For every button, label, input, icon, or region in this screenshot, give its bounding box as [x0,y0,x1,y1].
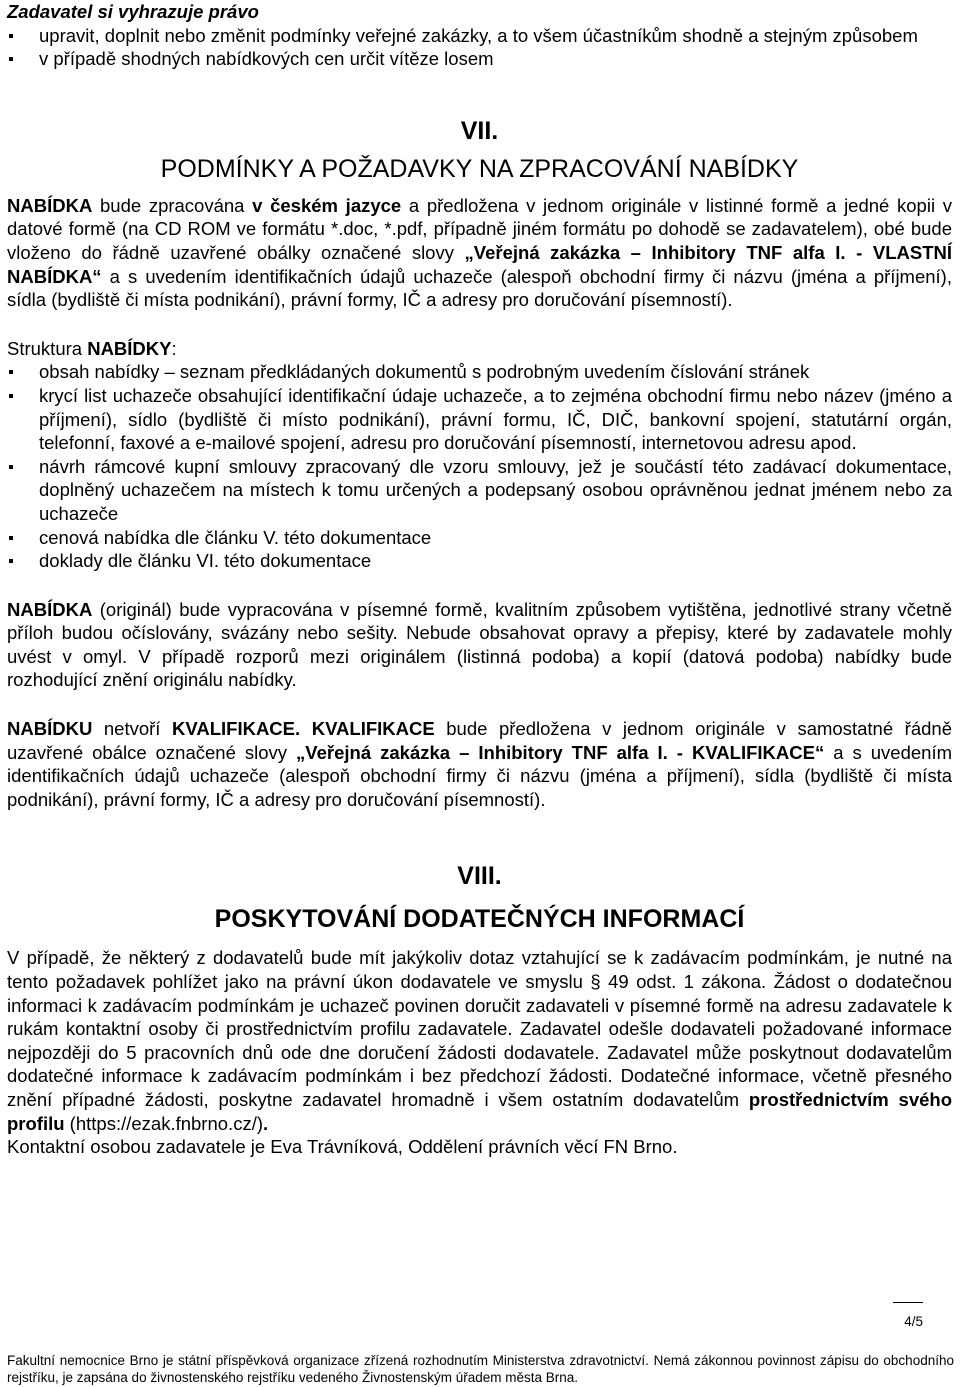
section-title: POSKYTOVÁNÍ DODATEČNÝCH INFORMACÍ [214,905,745,934]
section-8-heading [7,861,952,934]
list-item: krycí list uchazeče obsahující identifikační údaje uchazeče, a to zejména obchodní firmu nebo název (jméno a příjmení), sídlo (bydliště či místo podnikání), právní formu, IČ, DIČ, bankovní spojení, statutární orgán, telefonní, faxové a e-mailové spojení, adresu pro doručování písemností, internetovou adresu apod. [7,384,952,455]
additional-info-paragraph [7,946,952,1135]
bold-text-run: v českém jazyce [252,194,402,216]
qualification-paragraph [7,717,952,811]
offer-intro-paragraph [7,194,952,312]
structure-list [7,360,952,572]
bold-text-run: NABÍDKU [7,718,93,740]
text-run: (originál) bude vypracována v písemné formě, kvalitním způsobem vytištěna, jednotlivé strany včetně příloh budou očíslovány, svázány nebo sešity. Nebude obsahovat opravy a přepisy, které by zadavatele mohly uvést v omyl. V případě rozporů mezi originálem (listinná podoba) a kopií (datová podoba) nabídky bude rozhodující znění originálu nabídky. [7,598,952,691]
bold-text-run: prostřednictvím svého profilu [7,1089,952,1134]
structure-label-text: Struktura [7,337,88,359]
text-run: V případě, že některý z dodavatelů bude mít jakýkoliv dotaz vztahující se k zadávacím podmínkám, je nutné na tento požadavek pohlížet jako na právní úkon dodavatele ve smyslu § 49 odst. 1 zákona. Žádost o dodatečnou informaci k zadávacím podmínkám je uchazeč povinen doručit zadavateli v písemné formě na adresu zadavatele k rukám kontaktní osoby či prostřednictvím profilu zadavatele. Zadavatel odešle dodavateli požadované informace nejpozději do 5 pracovních dnů ode dne doručení žádosti dodavatele. Zadavatel může poskytnout dodavatelům dodatečné informace k zadávacím podmínkám i bez předchozí žádosti. Dodatečné informace, včetně přesného znění případné žádosti, poskytne zadavatel hromadně i všem ostatním dodavatelům [7,947,952,1110]
structure-label-colon: : [171,337,177,359]
bold-text-run: „Veřejná zakázka – Inhibitory TNF alfa I. - KVALIFIKACE“ [296,741,825,763]
text-run: (https://ezak.fnbrno.cz/) [64,1112,263,1134]
section-number: VII. [460,116,499,145]
text-run: a předložena v jednom originále v listinné formě a jedné kopii v datové formě (na CD ROM ve formátu *.doc, *.pdf, případně jiném formátu po dohodě se zadavatelem), obé bude vloženo do řádně uzavřené obálky označené slovy [7,194,952,263]
structure-label [7,337,952,361]
bold-text-run: NABÍDKA [7,194,93,216]
section-title: PODMÍNKY A POŽADAVKY NA ZPRACOVÁNÍ NABÍDKY [160,154,799,183]
text-run: a s uvedením identifikačních údajů uchazeče (alespoň obchodní firmy či názvu (jména a příjmení), sídla (bydliště či místa podnikání), právní formy, IČ a adresy pro doručování písemností). [7,265,952,311]
original-paragraph [7,598,952,692]
bold-text-run: „Veřejná zakázka – Inhibitory TNF alfa I. - VLASTNÍ NABÍDKA“ [7,241,952,287]
section-number: VIII. [457,862,502,891]
text-run: a s uvedením identifikačních údajů uchazeče (alespoň obchodní firmy či názvu (jména a příjmení), sídla (bydliště či místa podnikání), právní formy, IČ a adresy pro doručování písemností). [7,741,953,810]
list-item: návrh rámcové kupní smlouvy zpracovaný dle vzoru smlouvy, jež je součástí této zadávací dokumentace, doplněný uchazečem na místech k tomu určených a podepsaný osobou oprávněnou jednat jménem nebo za uchazeče [7,455,952,526]
section-7-heading [7,116,952,184]
list-item: obsah nabídky – seznam předkládaných dokumentů s podrobným uvedením číslování stránek [7,360,952,384]
bold-text-run: KVALIFIKACE. KVALIFIKACE [172,718,435,740]
page-number: 4/5 [904,1314,923,1329]
bold-text-run: . [263,1112,269,1134]
rights-block [7,0,952,71]
list-item: cenová nabídka dle článku V. této dokumentace [7,526,952,550]
rights-heading: Zadavatel si vyhrazuje právo [7,1,259,22]
structure-label-bold: NABÍDKY [87,337,172,359]
rights-list [7,24,952,71]
text-run: bude předložena v jednom originále v samostatné řádně uzavřené obálce označené slovy [7,718,952,763]
list-item: upravit, doplnit nebo změnit podmínky veřejné zakázky, a to všem účastníkům shodně a stejným způsobem [7,24,952,48]
footer-divider [893,1302,923,1303]
list-item: v případě shodných nabídkových cen určit vítěze losem [7,47,952,71]
footer-text: Fakultní nemocnice Brno je státní příspěvková organizace zřízená rozhodnutím Ministerstva zdravotnictví. Nemá zákonnou povinnost zápisu do obchodního rejstříku, je zapsána do živnostenského rejstříku vedeného Živnostenským úřadem města Brna. [7,1353,954,1385]
contact-paragraph: Kontaktní osobou zadavatele je Eva Trávníková, Oddělení právních věcí FN Brno. [7,1136,678,1158]
text-run: netvoří [92,718,173,740]
bold-text-run: NABÍDKA [7,598,93,620]
list-item: doklady dle článku VI. této dokumentace [7,549,952,573]
text-run: bude zpracována [92,194,253,216]
